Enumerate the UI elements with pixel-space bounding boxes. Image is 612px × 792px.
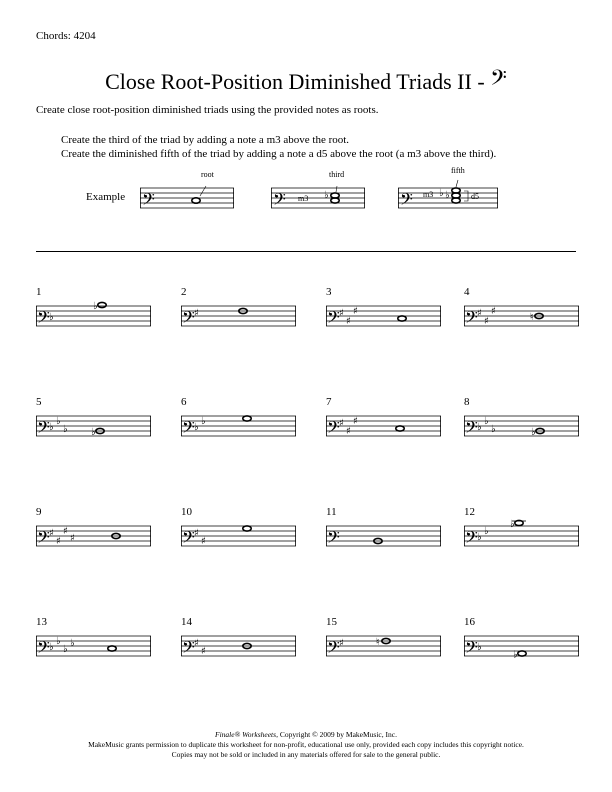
flat-icon: ♭: [93, 301, 98, 312]
footer: [0, 730, 612, 760]
flat-icon: ♭: [445, 190, 450, 201]
exercise-staff: [326, 300, 443, 330]
sheet-id: Chords: 4204: [36, 30, 96, 42]
caption-arrow: [336, 186, 337, 192]
flat-icon: ♭: [49, 422, 54, 433]
sharp-icon: ♯: [346, 426, 351, 437]
exercise-number: 10: [181, 506, 192, 518]
sharp-icon: ♯: [63, 526, 68, 537]
flat-icon: ♭: [491, 424, 496, 435]
sharp-icon: ♯: [194, 638, 199, 649]
footer-restriction: Copies may not be sold or included in any materials offered for sale to the general public.: [171, 750, 441, 759]
example-label: Example: [86, 191, 126, 203]
flat-icon: ♭: [56, 636, 61, 647]
flat-icon: ♭: [49, 642, 54, 653]
exercise-staff: [181, 520, 298, 550]
sharp-icon: ♯: [70, 533, 75, 544]
sharp-icon: ♯: [339, 418, 344, 429]
caption-arrow: [456, 180, 458, 187]
sharp-icon: ♯: [201, 646, 206, 657]
example-staff-root: [140, 186, 236, 212]
sharp-icon: ♯: [353, 306, 358, 317]
exercise-number: 3: [326, 286, 332, 298]
exercise-number: 15: [326, 616, 337, 628]
whole-note: [108, 646, 116, 651]
sharp-icon: ♯: [477, 308, 482, 319]
whole-note: [243, 526, 251, 531]
bass-clef-icon: 𝄢: [182, 307, 195, 331]
flat-icon: ♭: [324, 190, 329, 201]
page-title: [0, 66, 612, 97]
bass-clef-icon: 𝄢: [327, 637, 340, 661]
bass-clef-icon: 𝄢: [327, 527, 340, 551]
instruction-fifth: Create the diminished fifth of the triad by adding a note a d5 above the root (a m3 above the third).: [61, 148, 497, 160]
exercise-staff: [36, 410, 153, 440]
exercise-number: 6: [181, 396, 187, 408]
exercise-staff: [464, 300, 581, 330]
sharp-icon: ♯: [49, 528, 54, 539]
flat-icon: ♭: [484, 416, 489, 427]
interval-label: d5: [471, 192, 479, 201]
flat-icon: ♭: [439, 188, 444, 199]
exercise-number: 7: [326, 396, 332, 408]
sharp-icon: ♯: [339, 308, 344, 319]
whole-note: [398, 316, 406, 321]
title-text: Close Root-Position Diminished Triads II -: [105, 69, 491, 94]
whole-note: [396, 426, 404, 431]
sharp-icon: ♯: [201, 536, 206, 547]
exercise-staff: [36, 520, 153, 550]
whole-note: [515, 520, 523, 525]
bass-clef-icon: 𝄢: [182, 527, 195, 551]
sharp-icon: ♯: [491, 306, 496, 317]
root-caption: root: [201, 170, 214, 179]
exercise-staff: [326, 520, 443, 550]
example-staff-third: [271, 186, 367, 212]
intro-text: Create close root-position diminished triads using the provided notes as roots.: [36, 104, 379, 116]
flat-icon: ♭: [513, 649, 518, 661]
sharp-icon: ♯: [56, 536, 61, 547]
flat-icon: ♭: [484, 526, 489, 537]
interval-label: m3: [298, 194, 309, 203]
exercise-number: 9: [36, 506, 42, 518]
exercise-staff: [181, 630, 298, 660]
fifth-caption: fifth: [451, 166, 465, 175]
exercise-staff: [36, 300, 153, 330]
sharp-icon: ♯: [484, 316, 489, 327]
bass-clef-icon: 𝄢: [37, 307, 50, 331]
instruction-third: Create the third of the triad by adding a note a m3 above the root.: [61, 134, 350, 146]
caption-arrow: [200, 186, 206, 196]
exercise-staff: [36, 630, 153, 660]
flat-icon: ♭: [477, 642, 482, 653]
exercise-number: 4: [464, 286, 470, 298]
exercise-number: 8: [464, 396, 470, 408]
exercise-staff: [464, 630, 581, 660]
exercise-number: 12: [464, 506, 475, 518]
sharp-icon: ♯: [194, 308, 199, 319]
bass-clef-icon: 𝄢: [142, 189, 155, 213]
whole-note: [452, 198, 460, 203]
whole-note: [518, 651, 526, 656]
divider: [36, 251, 576, 252]
exercise-number: 1: [36, 286, 42, 298]
exercise-staff: [181, 410, 298, 440]
flat-icon: ♭: [70, 638, 75, 649]
example-staff-fifth: [398, 186, 500, 212]
flat-icon: ♭: [91, 427, 96, 438]
bass-clef-icon: 𝄢: [465, 417, 478, 441]
flat-icon: ♭: [63, 644, 68, 655]
exercise-staff: [181, 300, 298, 330]
flat-icon: ♭: [477, 532, 482, 543]
flat-icon: ♭: [531, 427, 536, 438]
bass-clef-icon: 𝄢: [465, 527, 478, 551]
interval-bracket: [464, 191, 468, 201]
flat-icon: ♭: [63, 424, 68, 435]
bass-clef-icon: 𝄢: [37, 527, 50, 551]
bass-clef-icon: 𝄢: [182, 637, 195, 661]
interval-label: m3: [423, 190, 434, 199]
whole-note: [243, 416, 251, 421]
flat-icon: ♭: [56, 416, 61, 427]
natural-icon: ♮: [530, 312, 534, 323]
flat-icon: ♭: [201, 416, 206, 427]
exercise-staff: [464, 410, 581, 440]
whole-note: [192, 198, 200, 203]
whole-note: [98, 302, 106, 307]
flat-icon: ♭: [510, 519, 515, 530]
exercise-staff: [326, 630, 443, 660]
bass-clef-icon: 𝄢: [327, 417, 340, 441]
flat-icon: ♭: [194, 422, 199, 433]
sharp-icon: ♯: [339, 638, 344, 649]
exercise-number: 2: [181, 286, 187, 298]
exercise-number: 16: [464, 616, 475, 628]
bass-clef-icon: 𝄢: [327, 307, 340, 331]
whole-note: [331, 198, 339, 203]
exercise-number: 5: [36, 396, 42, 408]
bass-clef-icon: 𝄢: [182, 417, 195, 441]
sharp-icon: ♯: [353, 416, 358, 427]
exercise-staff: [464, 520, 581, 550]
footer-copyright: Finale® Worksheets, Copyright © 2009 by MakeMusic, Inc.: [215, 730, 397, 739]
bass-clef-icon: 𝄢: [490, 66, 507, 96]
exercise-number: 13: [36, 616, 47, 628]
exercise-number: 11: [326, 506, 337, 518]
third-caption: third: [329, 170, 345, 179]
bass-clef-icon: 𝄢: [400, 189, 413, 213]
flat-icon: ♭: [477, 422, 482, 433]
bass-clef-icon: 𝄢: [465, 637, 478, 661]
bass-clef-icon: 𝄢: [37, 417, 50, 441]
bass-clef-icon: 𝄢: [37, 637, 50, 661]
exercise-number: 14: [181, 616, 192, 628]
natural-icon: ♮: [376, 637, 380, 648]
exercise-staff: [326, 410, 443, 440]
bass-clef-icon: 𝄢: [465, 307, 478, 331]
sharp-icon: ♯: [194, 528, 199, 539]
sharp-icon: ♯: [346, 316, 351, 327]
flat-icon: ♭: [49, 312, 54, 323]
footer-permission: MakeMusic grants permission to duplicate this worksheet for non-profit, educational use only, provided each copy includes this copyright notice.: [88, 740, 524, 749]
bass-clef-icon: 𝄢: [273, 189, 286, 213]
